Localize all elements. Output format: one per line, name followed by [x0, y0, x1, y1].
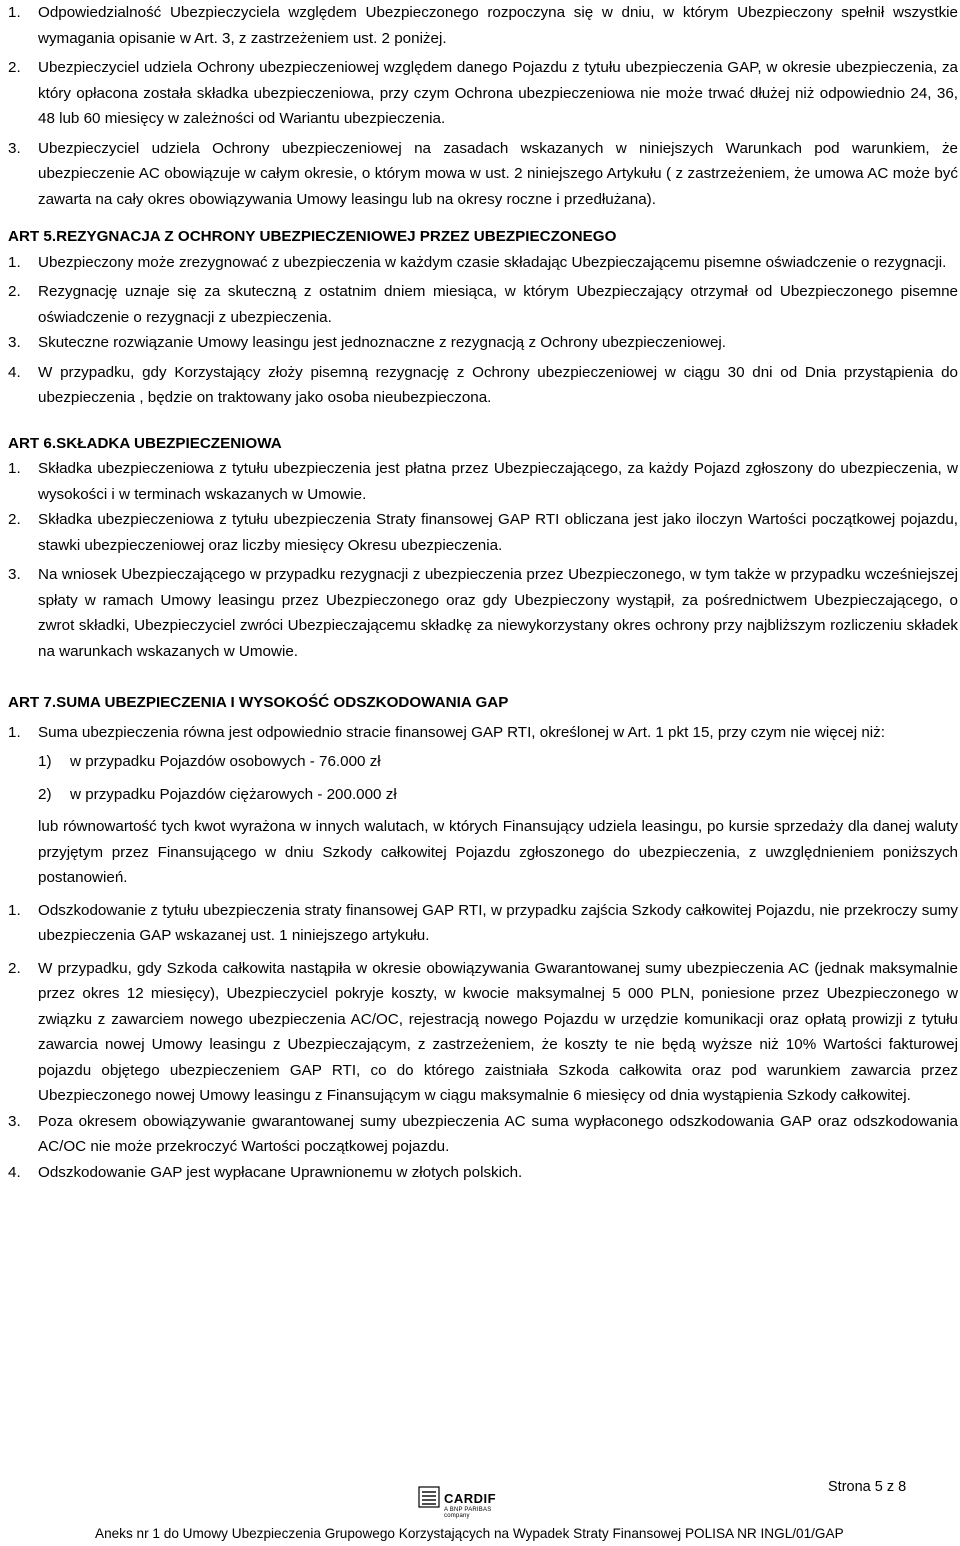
- item-text: Ubezpieczyciel udziela Ochrony ubezpieczeniowej na zasadach wskazanych w niniejszych Warunkach pod warunkiem, że ubezpieczenie AC obowiązuje w całym okresie, o którym mowa w ust. 2 niniejszego Artykułu ( z zastrzeżeniem, że umowa AC może być zawarta na cały okres obowiązywania Umowy leasingu lub na okresy roczne i przedłużana).: [38, 139, 958, 208]
- art5-item-3: [8, 330, 958, 356]
- item-text: Odpowiedzialność Ubezpieczyciela względem Ubezpieczonego rozpoczyna się w dniu, w którym Ubezpieczony spełnił wszystkie wymagania opisanie w Art. 3, z zastrzeżeniem ust. 2 poniżej.: [38, 4, 958, 47]
- art7-item-1: [8, 898, 958, 949]
- item-number: 1.: [8, 901, 21, 919]
- item-text: Składka ubezpieczeniowa z tytułu ubezpieczenia Straty finansowej GAP RTI obliczana jest jako iloczyn Wartości początkowej pojazdu, stawki ubezpieczeniowej oraz liczby miesięcy Okresu ubezpieczenia.: [38, 511, 958, 554]
- item-text: Ubezpieczyciel udziela Ochrony ubezpieczeniowej względem danego Pojazdu z tytułu ubezpieczenia GAP, w okresie ubezpieczenia, za który opłacona została składka ubezpieczeniowa, przy czym Ochrona ubezpieczeniowa nie może trwać dłużej niż odpowiednio 24, 36, 48 lub 60 miesięcy w zależności od Wariantu ubezpieczenia.: [38, 59, 958, 127]
- item-text: Rezygnację uznaje się za skuteczną z ostatnim dniem miesiąca, w którym Ubezpieczający otrzymał od Ubezpieczonego pisemne oświadczenie o rezygnacji z ubezpieczenia.: [38, 283, 958, 326]
- item-text: Ubezpieczony może zrezygnować z ubezpieczenia w każdym czasie składając Ubezpieczającemu pisemne oświadczenie o rezygnacji.: [38, 253, 947, 271]
- subitem-number: 1): [38, 753, 52, 770]
- subitem-text: w przypadku Pojazdów ciężarowych - 200.000 zł: [70, 785, 397, 803]
- art7-subitem-1: [8, 749, 958, 775]
- article-label: ART 6.: [8, 434, 57, 452]
- item-text: W przypadku, gdy Szkoda całkowita nastąpiła w okresie obowiązywania Gwarantowanej sumy ubezpieczenia AC (jednak maksymalnie przez okres 12 miesięcy), Ubezpieczyciel pokryje koszty, w kwocie maksymalnej 5 000 PLN, poniesione przez Ubezpieczonego w związku z zawarciem nowego ubezpieczenia AC/OC, rejestracją nowego Pojazdu w urzędzie komunikacji oraz opłatą prowizji z tytułu zawarcia nowej Umowy leasingu z Ubezpieczającym, z zastrzeżeniem, że koszty te nie będą wyższe niż 10% Wartości fakturowej pojazdu objętego ubezpieczeniem GAP RTI, co do którego zaistniała Szkoda całkowita oraz pod warunkiem zawarcia przez Ubezpieczonego nowej Umowy leasingu z Finansującym w ciągu maksymalnie 6 miesięcy od dnia wystąpienia Szkody całkowitej.: [38, 959, 958, 1104]
- item-number: 2.: [8, 511, 21, 528]
- item-text: W przypadku, gdy Korzystający złoży pisemną rezygnację z Ochrony ubezpieczeniowej w ciągu 30 dni od Dnia przystąpienia do ubezpieczenia , będzie on traktowany jako osoba nieubezpieczona.: [38, 363, 958, 406]
- art7-intro: [8, 720, 958, 746]
- item-number: 2.: [8, 283, 21, 300]
- cardif-logo: [418, 1486, 508, 1520]
- art7-item-3: [8, 1109, 958, 1160]
- item-number: 3.: [8, 566, 21, 583]
- article-5-heading: [8, 224, 958, 250]
- art6-item-1: [8, 456, 958, 507]
- item-number: 4.: [8, 1163, 21, 1181]
- article-label: ART 5.: [8, 228, 57, 245]
- item-text: Odszkodowanie z tytułu ubezpieczenia straty finansowej GAP RTI, w przypadku zajścia Szkody całkowitej Pojazdu, nie przekroczy sumy ubezpieczenia GAP wskazanej ust. 1 niniejszego artykułu.: [38, 901, 958, 944]
- item-number: 1.: [8, 4, 21, 21]
- article-7-heading: [8, 690, 958, 716]
- page-number: Strona 5 z 8: [828, 1479, 907, 1495]
- article-title: REZYGNACJA Z OCHRONY UBEZPIECZENIOWEJ PRZEZ UBEZPIECZONEGO: [56, 228, 617, 245]
- cardif-logo-icon: [418, 1486, 440, 1508]
- art5-item-2: [8, 279, 958, 330]
- art7-item-4: [8, 1160, 958, 1186]
- subitem-number: 2): [38, 785, 52, 803]
- item-text: Na wniosek Ubezpieczającego w przypadku rezygnacji z ubezpieczenia przez Ubezpieczonego, w tym także w przypadku wcześniejszej spłaty w ramach Umowy leasingu przez Ubezpieczonego oraz gdy Ubezpieczony wystąpił, za pośrednictwem Ubezpieczającego, o zwrot składki, Ubezpieczyciel zwróci Ubezpieczającemu składkę za niewykorzystany okres ochrony przy najbliższym rozliczeniu składek na warunkach wskazanych w Umowie.: [38, 566, 958, 660]
- item-number: 1.: [8, 253, 21, 271]
- item-number: 2.: [8, 959, 21, 977]
- logo-subtitle: A BNP PARIBAS company: [444, 1507, 492, 1519]
- art5-item-4: [8, 360, 958, 411]
- article-title: SKŁADKA UBEZPIECZENIOWA: [56, 434, 282, 452]
- item-number: 1.: [8, 723, 21, 741]
- logo-name: CARDIF: [444, 1491, 497, 1506]
- paragraph-text: lub równowartość tych kwot wyrażona w innych walutach, w których Finansujący udziela leasingu, po kursie sprzedaży dla danej waluty przyjętym przez Finansującego w dniu Szkody całkowitej Pojazdu zgłoszonego do ubezpieczenia, z uwzględnieniem poniższych postanowień.: [38, 818, 958, 886]
- item-number: 3.: [8, 1112, 21, 1130]
- paragraph-1: [8, 0, 958, 51]
- item-number: 3.: [8, 334, 21, 351]
- item-text: Skuteczne rozwiązanie Umowy leasingu jest jednoznaczne z rezygnacją z Ochrony ubezpieczeniowej.: [38, 334, 727, 351]
- footer-text: Aneks nr 1 do Umowy Ubezpieczenia Grupowego Korzystających na Wypadek Straty Finansowej POLISA NR INGL/01/GAP: [95, 1526, 844, 1541]
- art7-subitem-2: [8, 782, 958, 808]
- document-body: [8, 0, 958, 1185]
- article-title: SUMA UBEZPIECZENIA I WYSOKOŚĆ ODSZKODOWANIA GAP: [56, 694, 509, 711]
- item-text: Poza okresem obowiązywanie gwarantowanej sumy ubezpieczenia AC suma wypłaconego odszkodowania GAP oraz odszkodowania AC/OC nie może przekroczyć Wartości początkowej pojazdu.: [38, 1112, 958, 1155]
- article-label: ART 7.: [8, 694, 57, 711]
- art6-item-2: [8, 507, 958, 558]
- item-number: 1.: [8, 460, 21, 477]
- paragraph-2: [8, 55, 958, 132]
- item-text: Odszkodowanie GAP jest wypłacane Uprawnionemu w złotych polskich.: [38, 1163, 523, 1181]
- art5-item-1: [8, 250, 958, 276]
- article-6-heading: [8, 431, 958, 457]
- art6-item-3: [8, 562, 958, 664]
- item-text: Składka ubezpieczeniowa z tytułu ubezpieczenia jest płatna przez Ubezpieczającego, za każdy Pojazd zgłoszony do ubezpieczenia, w wysokości i w terminach wskazanych w Umowie.: [38, 460, 958, 503]
- subitem-text: w przypadku Pojazdów osobowych - 76.000 zł: [70, 753, 381, 770]
- art7-item-2: [8, 956, 958, 1109]
- item-number: 2.: [8, 59, 21, 76]
- item-number: 3.: [8, 139, 21, 157]
- art7-continuation: [8, 814, 958, 891]
- paragraph-3: [8, 136, 958, 213]
- item-text: Suma ubezpieczenia równa jest odpowiednio stracie finansowej GAP RTI, określonej w Art. 1 pkt 15, przy czym nie więcej niż:: [38, 723, 885, 741]
- item-number: 4.: [8, 363, 21, 381]
